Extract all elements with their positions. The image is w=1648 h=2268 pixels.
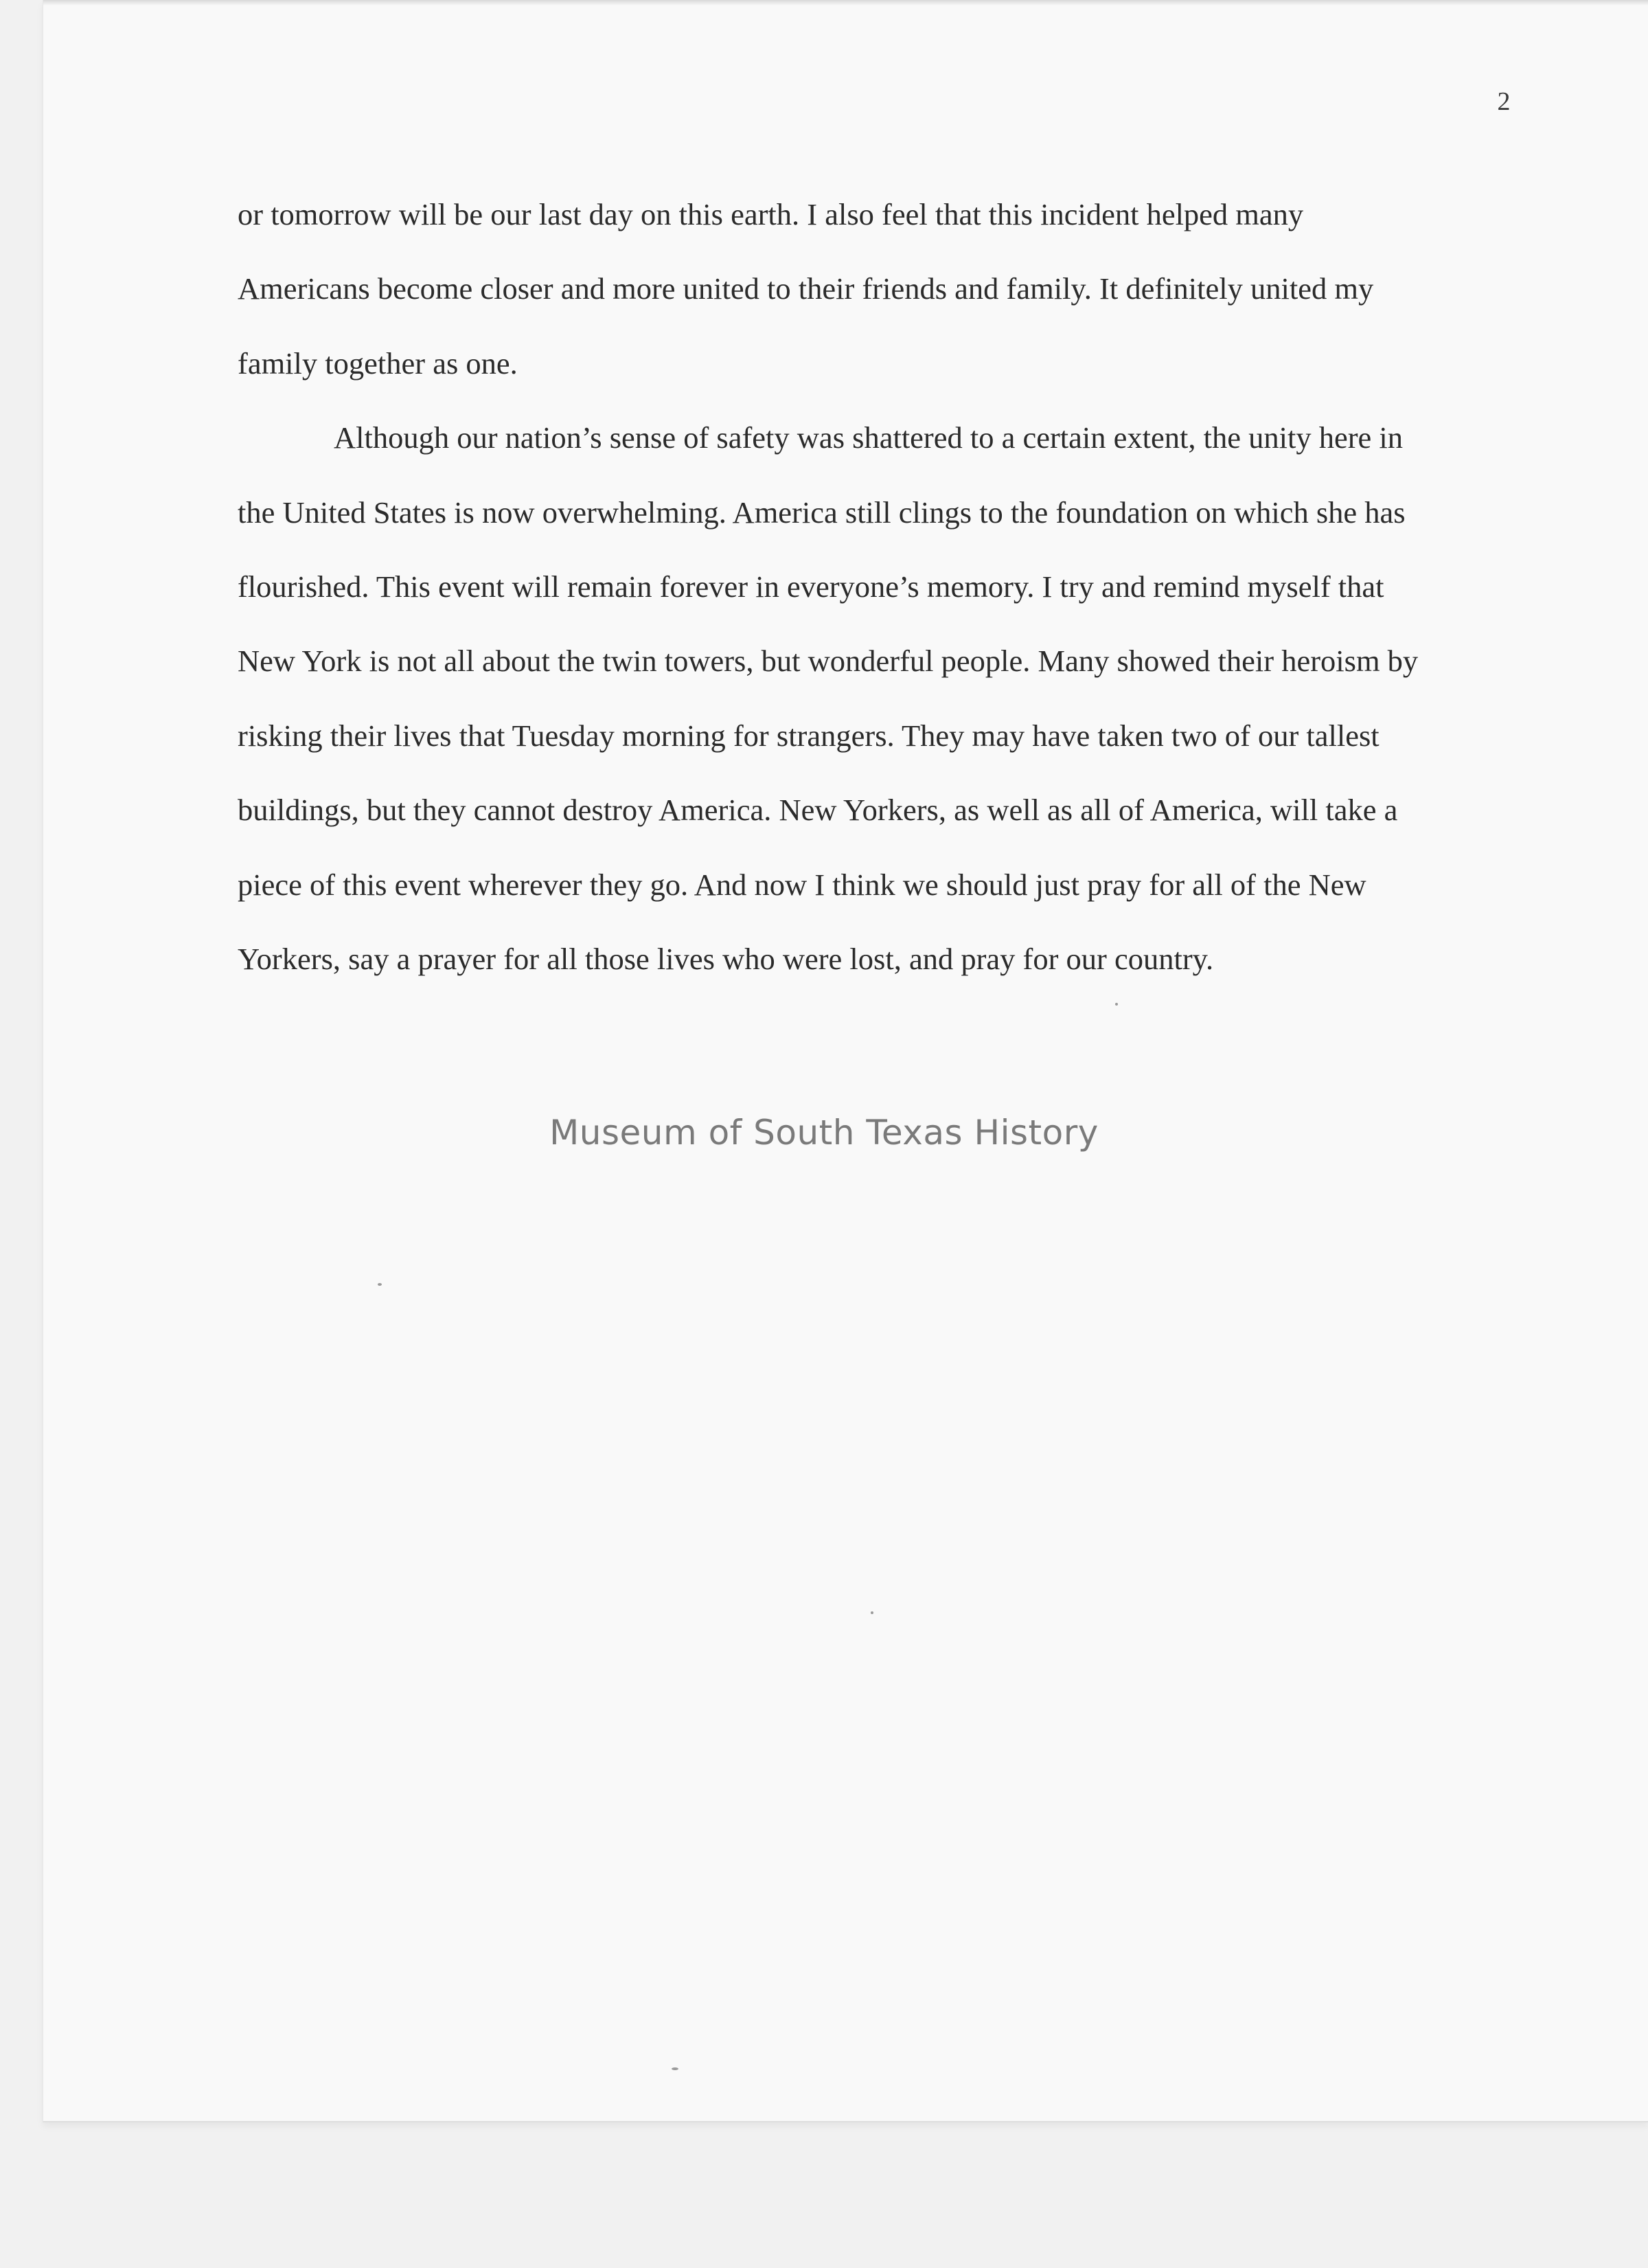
body-line: risking their lives that Tuesday morning for strangers. They may have taken two of our tallest bbox=[238, 718, 1380, 753]
body-line: Americans become closer and more united to their friends and family. It definitely united my bbox=[238, 271, 1374, 306]
dust-speck bbox=[871, 1611, 873, 1614]
body-line: buildings, but they cannot destroy America. New Yorkers, as well as all of America, will take a bbox=[238, 793, 1398, 828]
dust-speck bbox=[378, 1283, 382, 1286]
body-line: family together as one. bbox=[238, 345, 518, 381]
paragraph-start-line: Although our nation’s sense of safety was shattered to a certain extent, the unity here in bbox=[334, 420, 1404, 455]
page-number: 2 bbox=[1497, 87, 1511, 116]
dust-speck bbox=[1115, 1003, 1118, 1006]
body-line: or tomorrow will be our last day on this earth. I also feel that this incident helped many bbox=[238, 197, 1304, 231]
body-line: the United States is now overwhelming. America still clings to the foundation on which she has bbox=[238, 495, 1406, 530]
essay-body bbox=[238, 177, 1501, 996]
museum-watermark: Museum of South Texas History bbox=[549, 1113, 1099, 1153]
body-line: Yorkers, say a prayer for all those lives who were lost, and pray for our country. bbox=[238, 941, 1214, 976]
body-line: New York is not all about the twin towers, but wonderful people. Many showed their heroism by bbox=[238, 644, 1419, 679]
body-line: piece of this event wherever they go. And now I think we should just pray for all of the New bbox=[238, 867, 1366, 902]
dust-speck bbox=[672, 2067, 678, 2070]
scan-top-edge bbox=[43, 0, 1648, 5]
body-line: flourished. This event will remain forever in everyone’s memory. I try and remind myself that bbox=[238, 569, 1384, 604]
